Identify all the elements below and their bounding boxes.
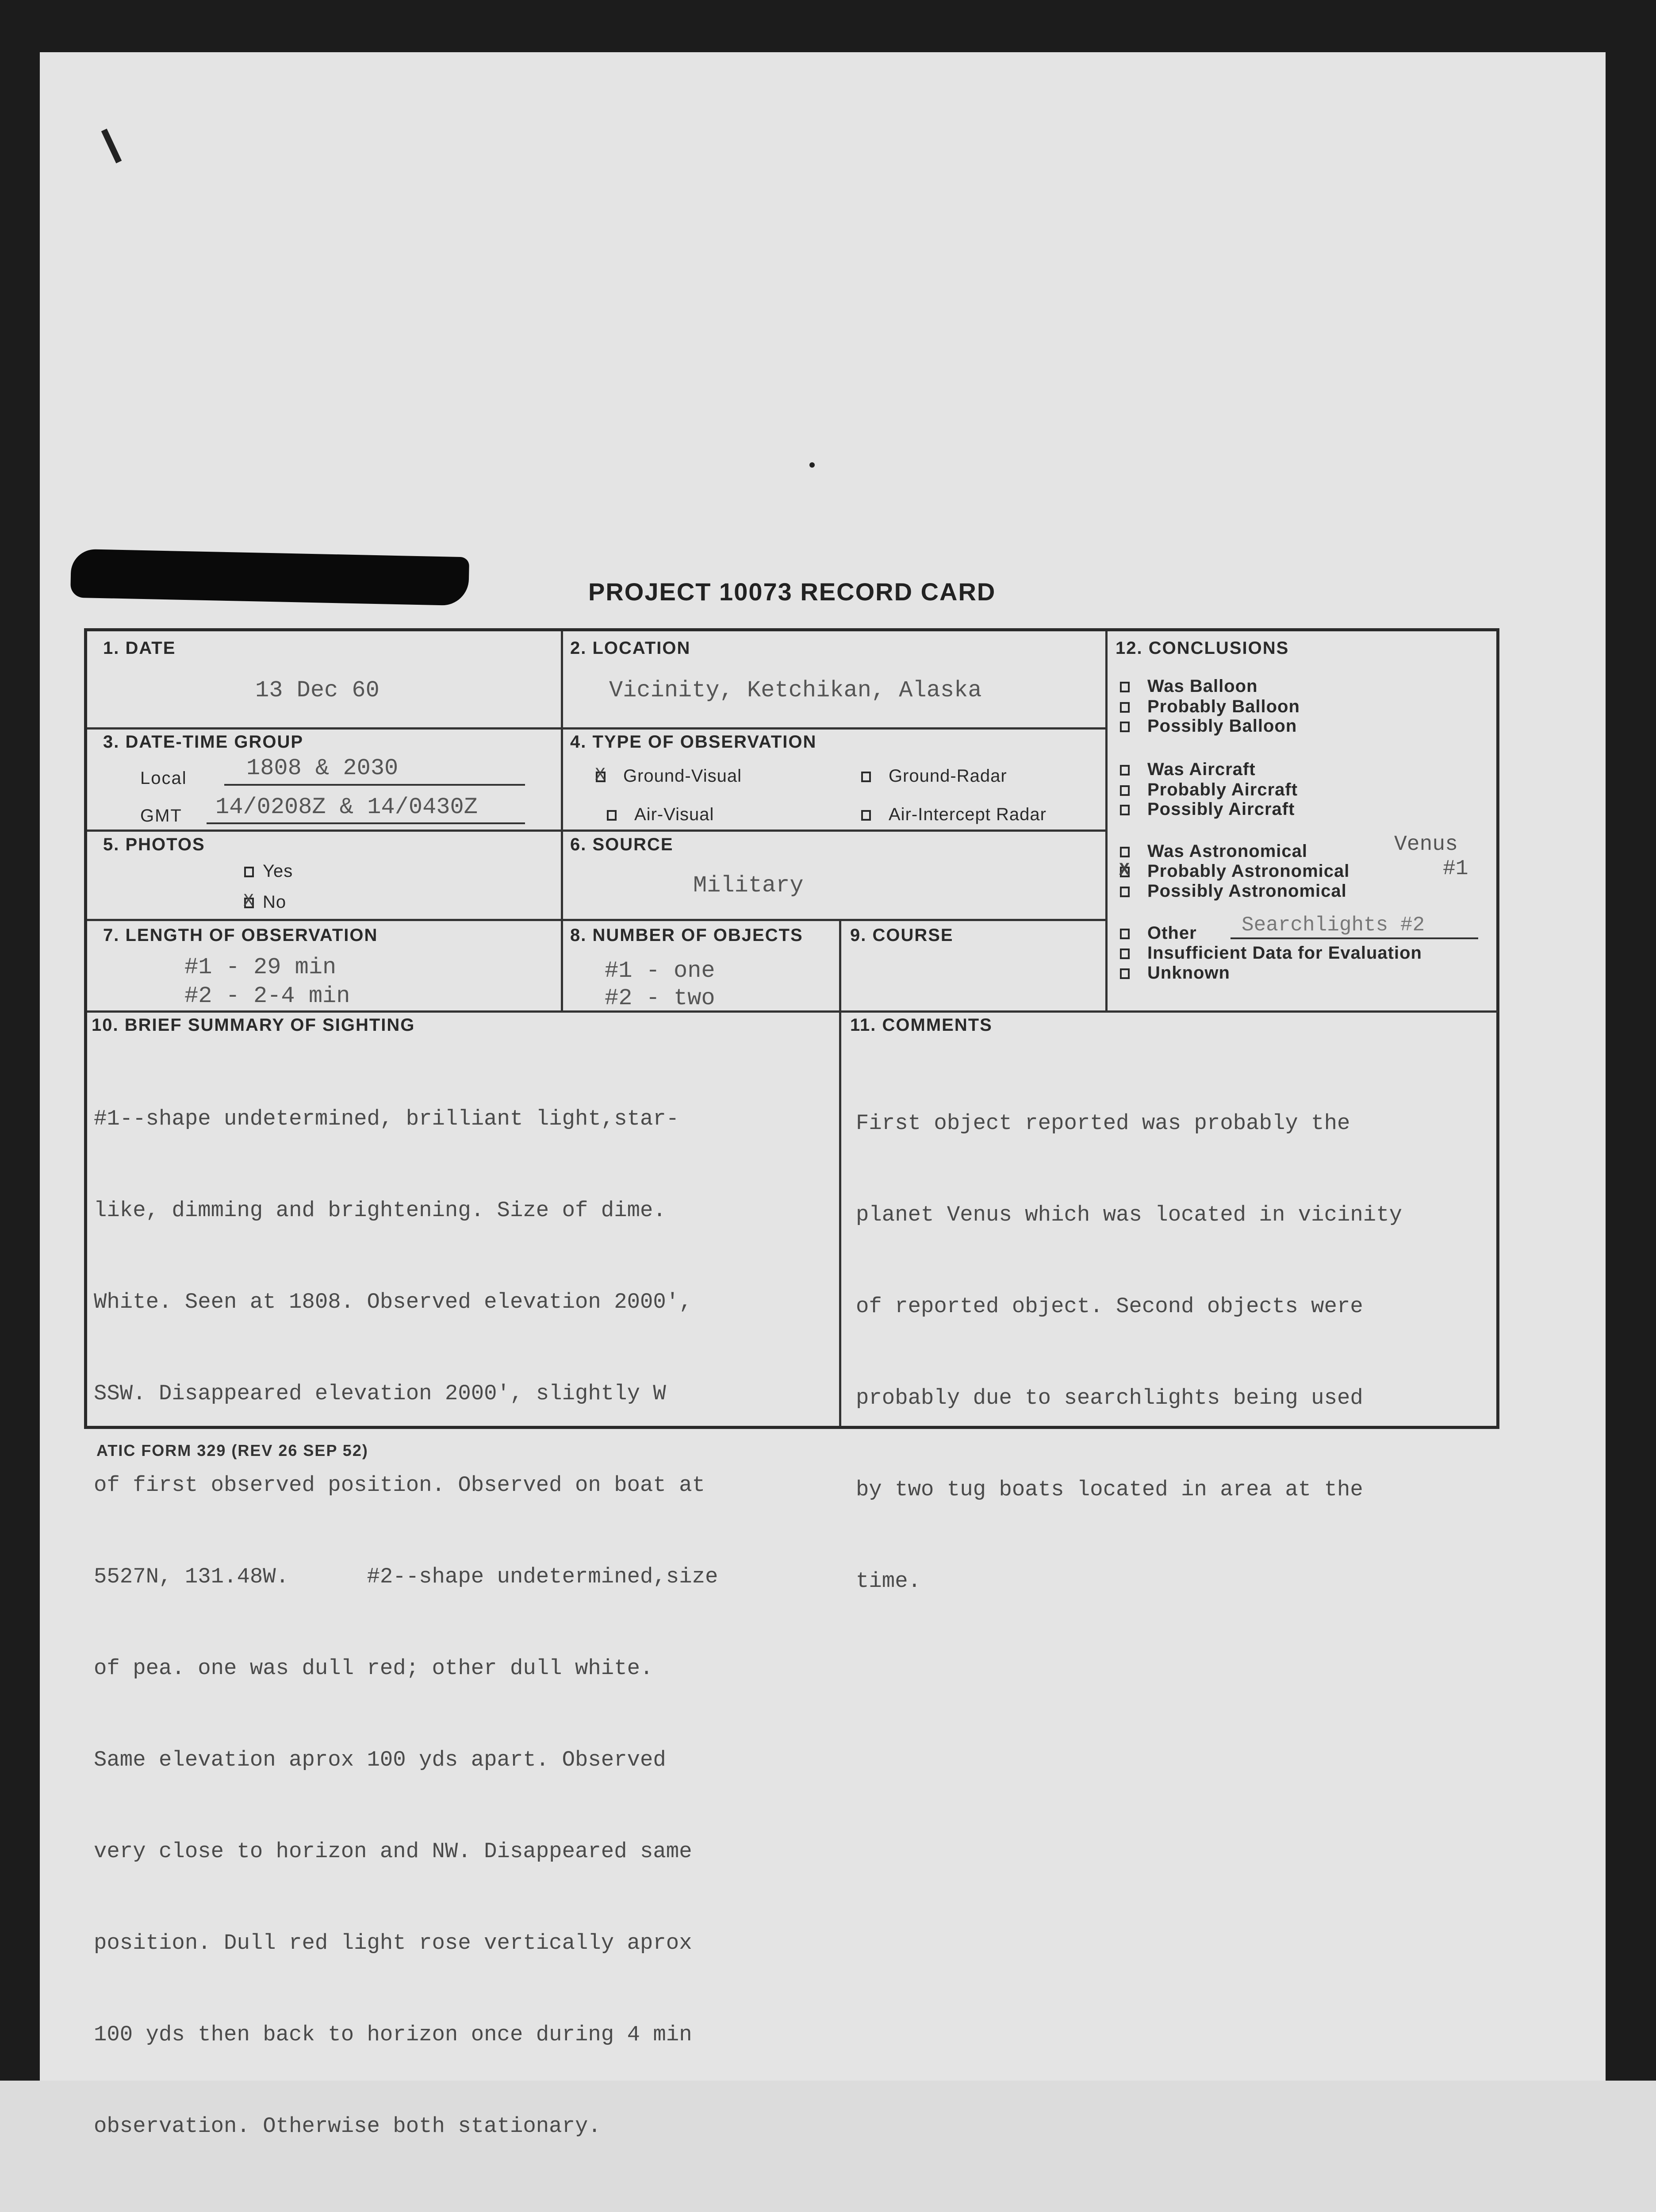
air-intercept-radar-label: Air-Intercept Radar <box>889 805 1046 824</box>
venus-note: Venus <box>1394 833 1458 856</box>
other-value: Searchlights #2 <box>1242 914 1425 937</box>
summary-line: like, dimming and brightening. Size of dime. <box>94 1198 666 1223</box>
comments-line: time. <box>856 1569 921 1594</box>
film-speck <box>809 462 815 468</box>
summary-line: #1--shape undetermined, brilliant light,star- <box>94 1106 679 1131</box>
summary-line: of pea. one was dull red; other dull white. <box>94 1656 653 1681</box>
form-footer: ATIC FORM 329 (REV 26 SEP 52) <box>96 1441 368 1459</box>
conclusion-label: Probably Balloon <box>1147 697 1300 716</box>
summary-line: of first observed position. Observed on boat at <box>94 1473 705 1498</box>
summary-line: White. Seen at 1808. Observed elevation 2000', <box>94 1290 692 1314</box>
local-underline <box>224 784 525 786</box>
summary-line: 5527N, 131.48W. #2--shape undetermined,size <box>94 1564 718 1589</box>
location-label: 2. LOCATION <box>570 638 691 658</box>
conclusion-was-balloon[interactable] <box>1120 676 1258 696</box>
length-label: 7. LENGTH OF OBSERVATION <box>103 926 378 945</box>
conclusions-label: 12. CONCLUSIONS <box>1116 638 1289 658</box>
conclusion-probably-astronomical[interactable] <box>1120 861 1349 881</box>
divider <box>839 919 841 1010</box>
conclusion-possibly-balloon[interactable] <box>1120 716 1297 736</box>
conclusion-label: Probably Astronomical <box>1147 861 1350 881</box>
local-time-value: 1808 & 2030 <box>246 755 399 781</box>
divider <box>87 1010 1498 1013</box>
comments-text <box>856 1047 1402 1658</box>
comments-line: of reported object. Second objects were <box>856 1294 1363 1319</box>
summary-label: 10. BRIEF SUMMARY OF SIGHTING <box>92 1015 415 1035</box>
comments-label: 11. COMMENTS <box>850 1015 993 1035</box>
conclusion-was-aircraft[interactable] <box>1120 760 1256 780</box>
redaction-mark <box>70 549 469 606</box>
course-label: 9. COURSE <box>850 926 954 945</box>
conclusion-label: Probably Aircraft <box>1147 780 1298 799</box>
conclusion-label: Was Balloon <box>1147 676 1258 696</box>
summary-text <box>94 1043 718 2203</box>
air-visual-option[interactable] <box>607 805 714 825</box>
ground-visual-option[interactable] <box>596 766 742 786</box>
type-obs-label: 4. TYPE OF OBSERVATION <box>570 732 817 752</box>
card-title: PROJECT 10073 RECORD CARD <box>588 578 996 606</box>
conclusion-other[interactable] <box>1120 923 1197 943</box>
dtg-label: 3. DATE-TIME GROUP <box>103 732 304 752</box>
date-value: 13 Dec 60 <box>255 677 380 703</box>
conclusion-insufficient-data[interactable] <box>1120 943 1422 963</box>
photos-yes-label: Yes <box>263 861 293 881</box>
conclusion-label: Was Aircraft <box>1147 760 1256 779</box>
conclusion-was-astronomical[interactable] <box>1120 841 1307 861</box>
num-objects-line-1: #1 - one <box>605 958 715 984</box>
conclusion-label: Possibly Balloon <box>1147 716 1297 736</box>
source-label: 6. SOURCE <box>570 835 674 854</box>
divider <box>561 631 563 1010</box>
summary-line: observation. Otherwise both stationary. <box>94 2114 601 2139</box>
conclusion-label: Unknown <box>1147 963 1230 983</box>
conclusion-possibly-astronomical[interactable] <box>1120 881 1347 901</box>
num-objects-label: 8. NUMBER OF OBJECTS <box>570 926 803 945</box>
conclusion-unknown[interactable] <box>1120 963 1230 983</box>
photos-label: 5. PHOTOS <box>103 835 205 854</box>
conclusion-probably-balloon[interactable] <box>1120 697 1300 717</box>
ground-radar-option[interactable] <box>861 766 1007 786</box>
air-intercept-radar-option[interactable] <box>861 805 1046 825</box>
conclusion-label: Possibly Aircraft <box>1147 799 1295 819</box>
date-label: 1. DATE <box>103 638 176 658</box>
conclusion-label: Insufficient Data for Evaluation <box>1147 943 1422 963</box>
air-visual-label: Air-Visual <box>634 805 714 824</box>
photos-no-label: No <box>263 892 287 912</box>
comments-line: probably due to searchlights being used <box>856 1386 1363 1410</box>
ground-visual-label: Ground-Visual <box>623 766 742 786</box>
summary-line: SSW. Disappeared elevation 2000', slightly W <box>94 1381 666 1406</box>
divider <box>87 919 1105 921</box>
ground-radar-label: Ground-Radar <box>889 766 1007 786</box>
conclusion-label: Was Astronomical <box>1147 841 1307 861</box>
gmt-time-value: 14/0208Z & 14/0430Z <box>215 794 478 820</box>
conclusion-probably-aircraft[interactable] <box>1120 780 1298 800</box>
source-value: Military <box>693 872 804 899</box>
comments-line: First object reported was probably the <box>856 1111 1350 1136</box>
length-line-1: #1 - 29 min <box>184 954 337 980</box>
venus-number: #1 <box>1443 857 1468 881</box>
other-underline <box>1230 937 1478 939</box>
photos-yes-option[interactable] <box>244 861 293 881</box>
gmt-label: GMT <box>140 806 182 826</box>
location-value: Vicinity, Ketchikan, Alaska <box>609 677 982 703</box>
divider <box>87 830 1105 832</box>
summary-line: Same elevation aprox 100 yds apart. Observed <box>94 1747 666 1772</box>
summary-line: position. Dull red light rose vertically aprox <box>94 1931 692 1955</box>
local-label: Local <box>140 768 187 788</box>
divider <box>87 727 1105 730</box>
num-objects-line-2: #2 - two <box>605 985 715 1011</box>
divider <box>1105 631 1108 1010</box>
photos-no-option[interactable] <box>244 892 286 912</box>
comments-line: by two tug boats located in area at the <box>856 1477 1363 1502</box>
divider <box>839 1010 841 1426</box>
summary-line: 100 yds then back to horizon once during 4 min <box>94 2022 692 2047</box>
conclusion-possibly-aircraft[interactable] <box>1120 799 1295 819</box>
gmt-underline <box>207 822 525 824</box>
summary-line: very close to horizon and NW. Disappeared same <box>94 1839 692 1864</box>
conclusion-label: Other <box>1147 923 1197 943</box>
length-line-2: #2 - 2-4 min <box>184 983 350 1009</box>
conclusion-label: Possibly Astronomical <box>1147 881 1347 901</box>
comments-line: planet Venus which was located in vicinity <box>856 1202 1403 1227</box>
